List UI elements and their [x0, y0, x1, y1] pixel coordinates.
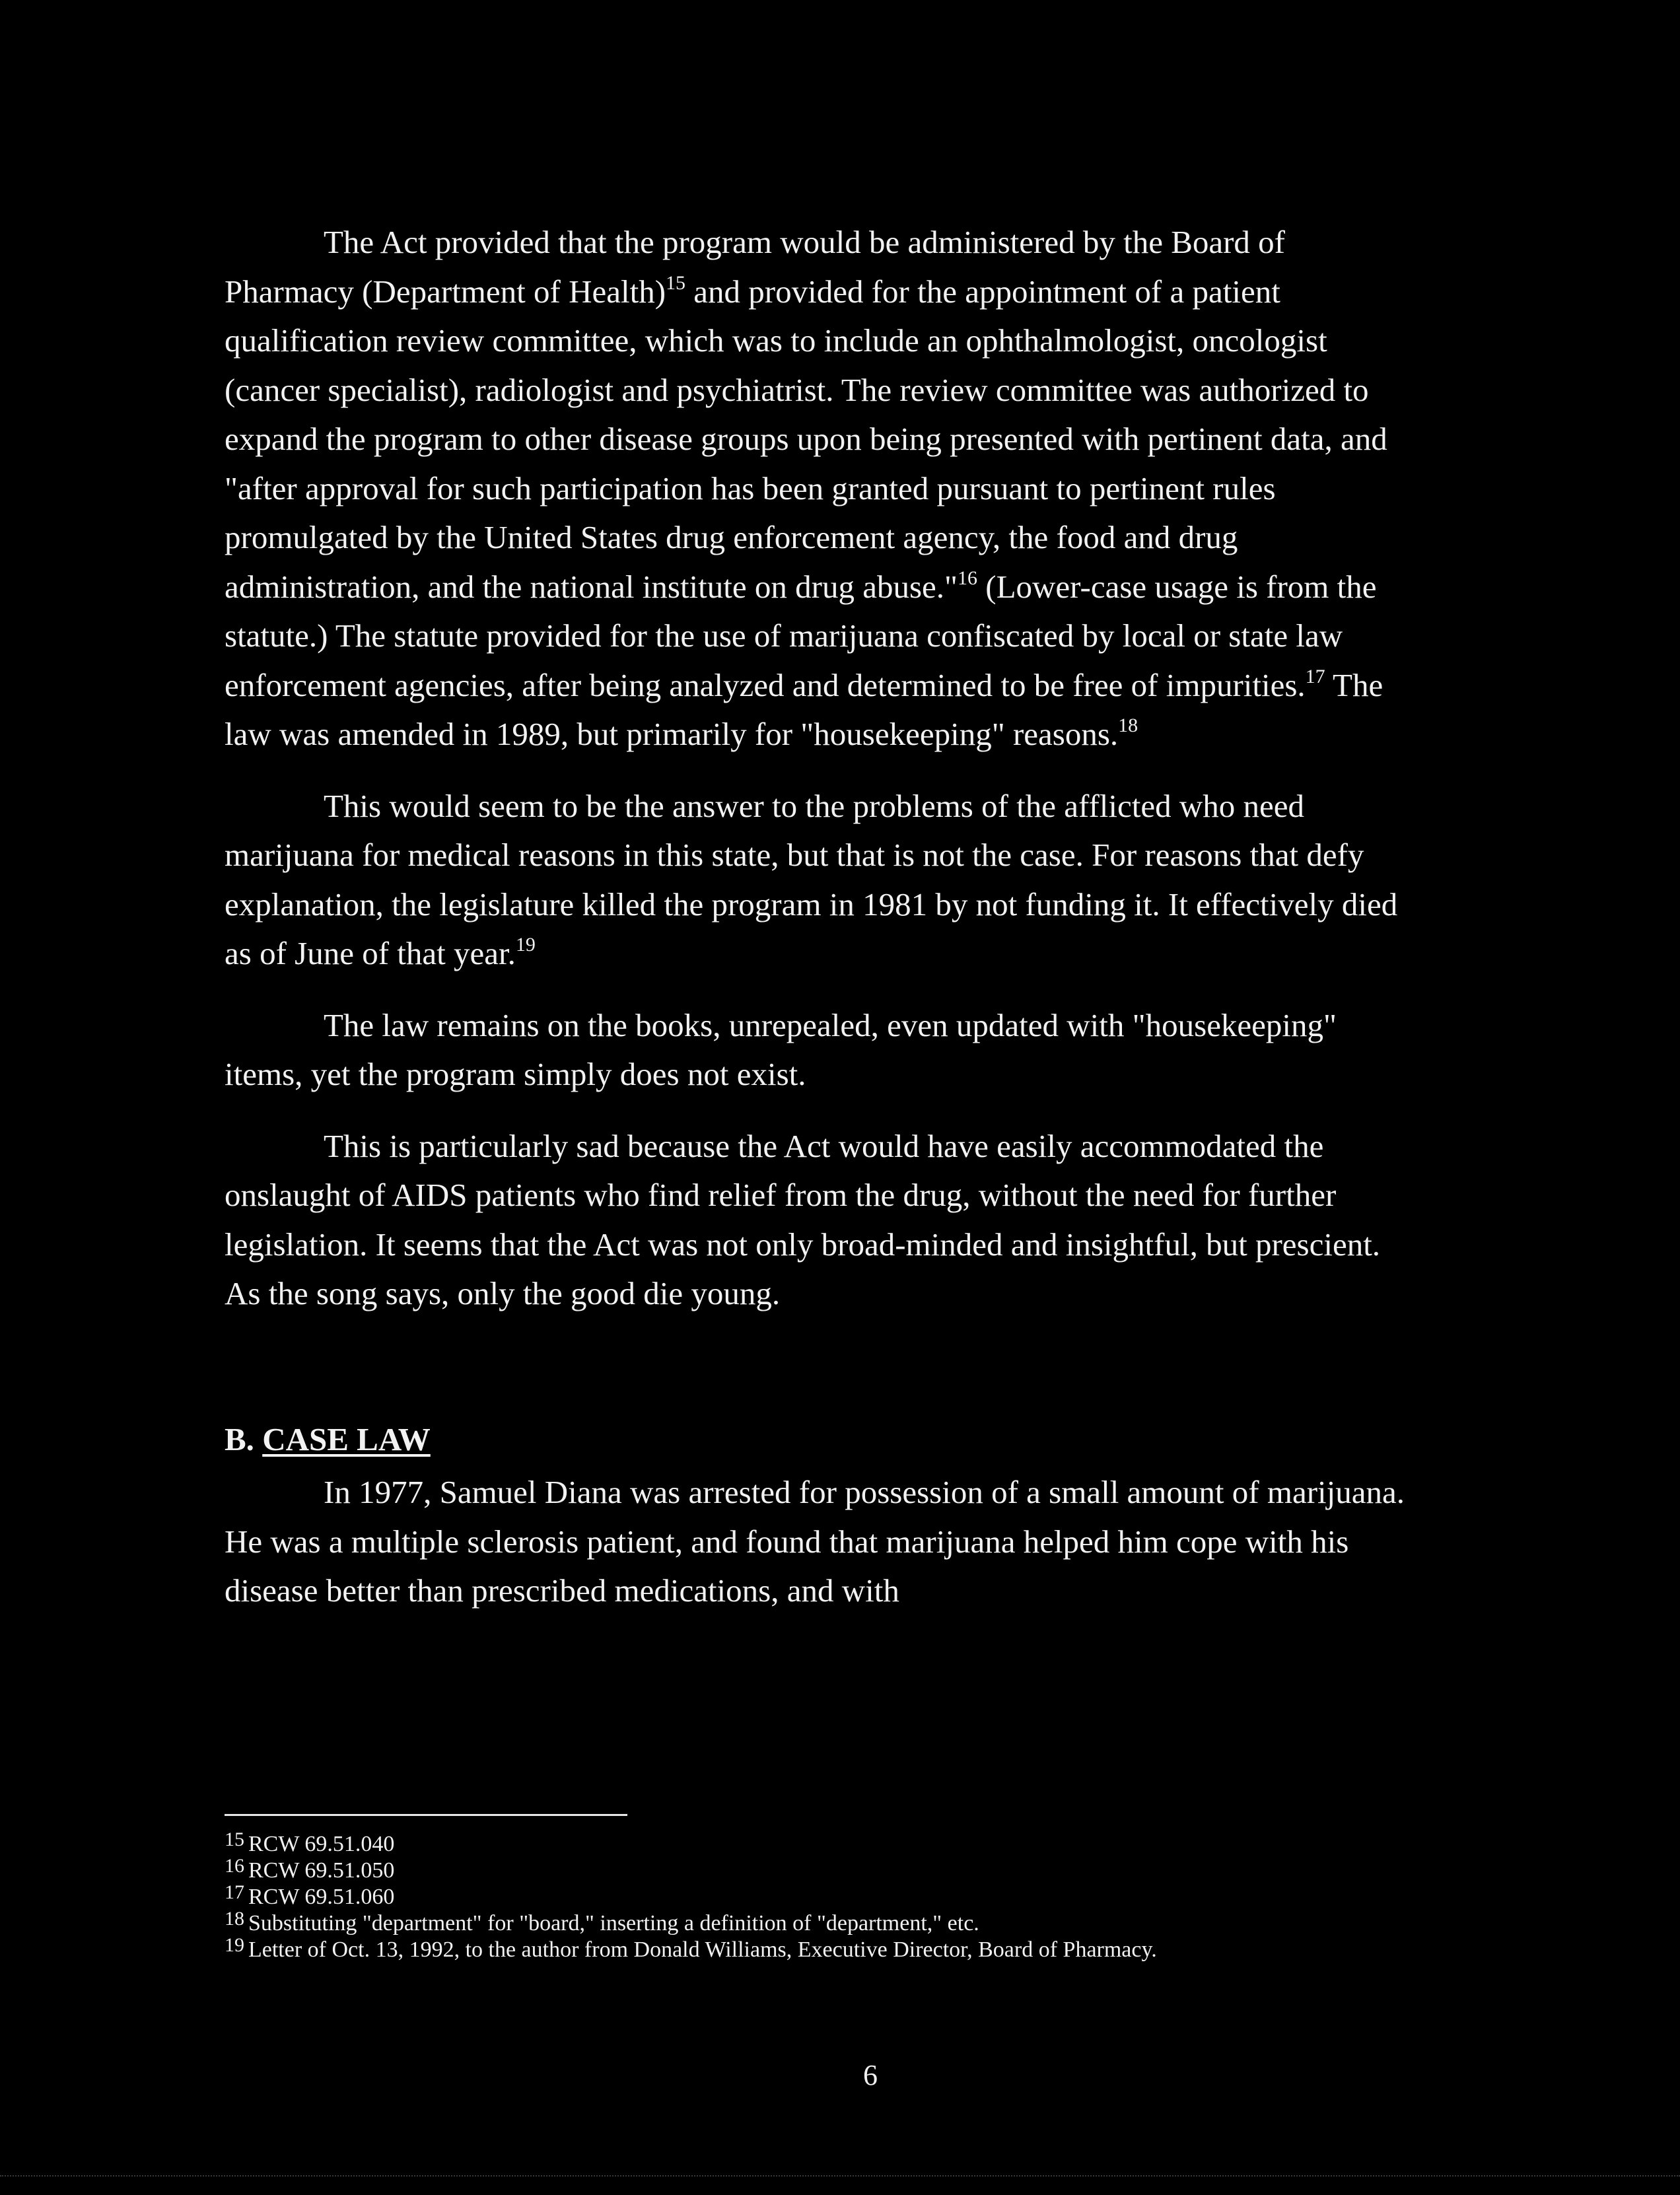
footnote-number: 19	[225, 1934, 244, 1956]
footnote-text: Substituting "department" for "board," inserting a definition of "department," etc.	[248, 1911, 979, 1935]
footnote	[225, 1879, 1479, 1909]
footnote-text: RCW 69.51.040	[248, 1832, 395, 1856]
text-run: (Lower-case usage is from the statute.) The statute provided for the use of marijuana confiscated by local or state law enforcement agencies, after being analyzed and determined to be free of impurities.	[225, 568, 1377, 703]
body-paragraph	[225, 1122, 1420, 1319]
body-paragraph	[225, 218, 1420, 759]
footnote-ref: 15	[666, 271, 686, 294]
footnotes	[225, 1827, 1479, 1962]
footnote-ref: 18	[1118, 714, 1138, 736]
scan-edge-divider	[0, 2175, 1680, 2177]
text-run: This is particularly sad because the Act would have easily accommodated the onslaught of AIDS patients who find relief from the drug, without the need for further legislation. It seems that the Act was not only broad-minded and insightful, but prescient. As the song says, only the good die young.	[225, 1127, 1381, 1311]
footnote-number: 18	[225, 1908, 244, 1930]
footnote-number: 15	[225, 1829, 244, 1850]
text-run: The law was amended in 1989, but primarily for "housekeeping" reasons.	[225, 666, 1383, 752]
footnote	[225, 1827, 1479, 1856]
text-run: The law remains on the books, unrepealed, even updated with "housekeeping" items, yet the program simply does not exist.	[225, 1006, 1337, 1092]
page-number: 6	[863, 2059, 878, 2091]
text-run: and provided for the appointment of a patient qualification review committee, which was to include an ophthalmologist, oncologist (cancer specialist), radiologist and psychiatrist. The review committee was authorized to expand the program to other disease groups upon being presented with pertinent data, and "after approval for such participation has been granted pursuant to pertinent rules promulgated by the United States drug enforcement agency, the food and drug administration, and the national institute on drug abuse."	[225, 273, 1387, 605]
footnote-ref: 19	[515, 934, 536, 956]
section-heading	[225, 1415, 1420, 1465]
footnote-text: RCW 69.51.050	[248, 1858, 395, 1883]
footnote	[225, 1906, 1479, 1935]
footnote-text: RCW 69.51.060	[248, 1885, 395, 1909]
footnote-text: Letter of Oct. 13, 1992, to the author from Donald Williams, Executive Director, Board of Pharmacy.	[248, 1937, 1157, 1962]
body-paragraph	[225, 1001, 1420, 1099]
footnote	[225, 1853, 1479, 1883]
section-title: CASE LAW	[262, 1420, 431, 1457]
footnote-number: 17	[225, 1881, 244, 1903]
body-paragraph	[225, 782, 1420, 979]
document-page	[225, 218, 1420, 1616]
section-label: B.	[225, 1420, 254, 1457]
text-run: This would seem to be the answer to the problems of the afflicted who need marijuana for medical reasons in this state, but that is not the case. For reasons that defy explanation, the legislature killed the program in 1981 by not funding it. It effectively died as of June of that year.	[225, 787, 1398, 971]
text-run: The Act provided that the program would be administered by the Board of Pharmacy (Department of Health)	[225, 224, 1286, 310]
footnote-number: 16	[225, 1855, 244, 1877]
text-run: In 1977, Samuel Diana was arrested for possession of a small amount of marijuana. He was a multiple sclerosis patient, and found that marijuana helped him cope with his disease better than prescribed medications, and with	[225, 1474, 1405, 1609]
footnote-ref: 17	[1305, 665, 1325, 687]
footnote-ref: 16	[958, 567, 978, 589]
section-paragraph	[225, 1468, 1420, 1616]
footnote	[225, 1932, 1479, 1962]
footnote-divider	[225, 1814, 627, 1816]
